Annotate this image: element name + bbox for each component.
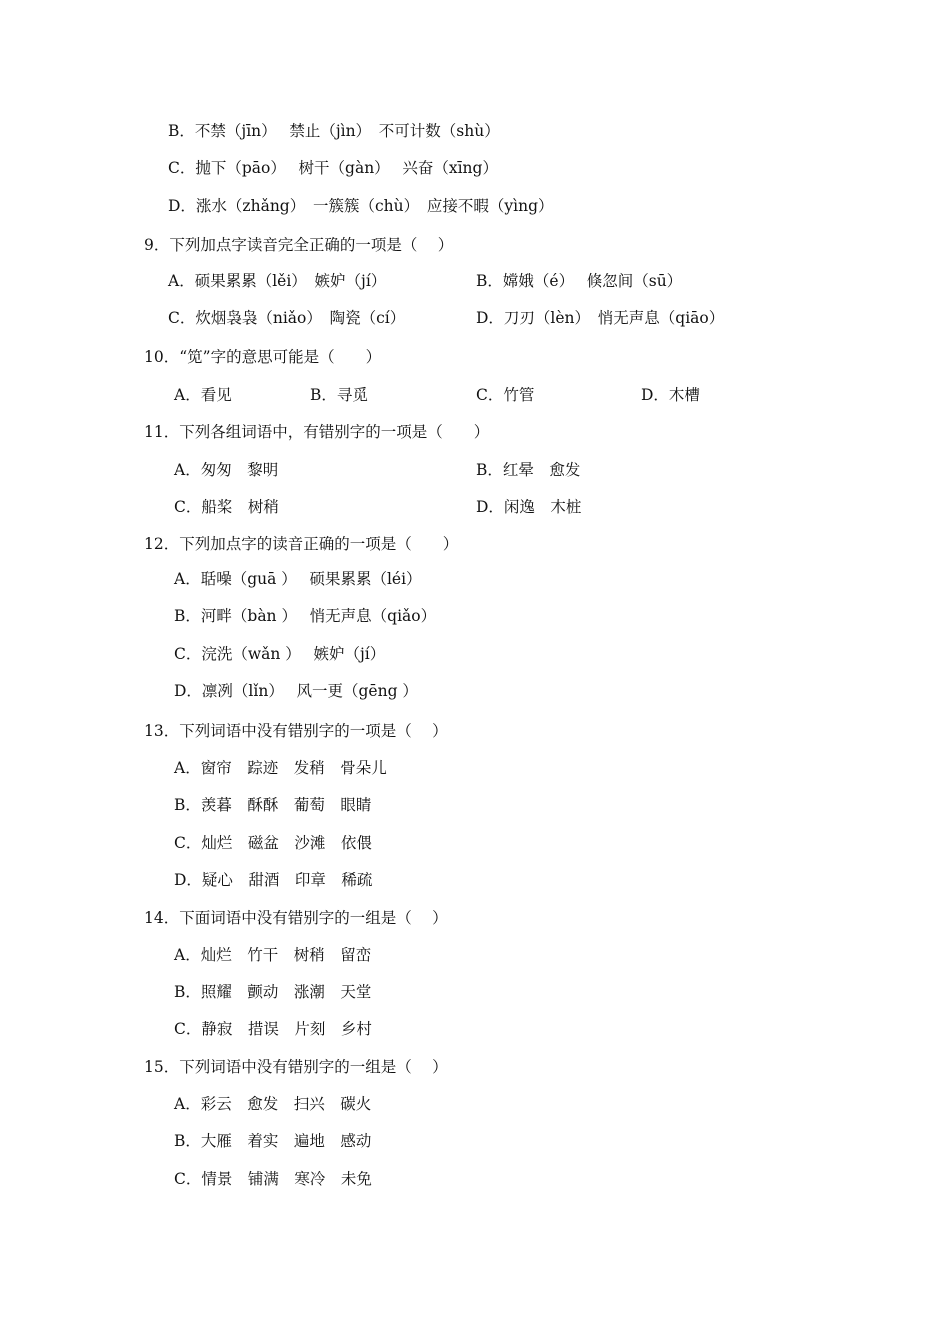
question-12: 12．下列加点字的读音正确的一项是（ ） — [144, 535, 459, 553]
option-12b: B．河畔（bàn ） 悄无声息（qiǎo） — [174, 607, 437, 625]
option-10b: B．寻觅 — [310, 386, 368, 404]
option-10d: D．木槽 — [641, 386, 700, 404]
option-10c: C．竹管 — [476, 386, 535, 404]
option-11d: D．闲逸 木桩 — [476, 498, 582, 516]
option-9c: C．炊烟袅袅（niǎo） 陶瓷（cí） — [168, 309, 406, 327]
question-9: 9．下列加点字读音完全正确的一项是（ ） — [144, 236, 454, 254]
option-11a: A．匆匆 黎明 — [174, 461, 279, 479]
question-11: 11．下列各组词语中，有错别字的一项是（ ） — [144, 423, 490, 441]
option-14b: B．照耀 颤动 涨潮 天堂 — [174, 983, 372, 1001]
option-13b: B．羡暮 酥酥 葡萄 眼睛 — [174, 796, 372, 814]
option-8b: B．不禁（jīn） 禁止（jìn） 不可计数（shù） — [168, 122, 500, 140]
option-14c: C．静寂 措误 片刻 乡村 — [174, 1020, 372, 1038]
option-10a: A．看见 — [174, 386, 232, 404]
option-13c: C．灿烂 磁盆 沙滩 依偎 — [174, 834, 372, 852]
option-9a: A．硕果累累（lěi） 嫉妒（jí） — [168, 272, 387, 290]
question-15: 15．下列词语中没有错别字的一组是（ ） — [144, 1058, 448, 1076]
option-11c: C．船桨 树稍 — [174, 498, 279, 516]
option-12a: A．聒噪（guā ） 硕果累累（léi） — [174, 570, 422, 588]
option-15c: C．情景 铺满 寒冷 未免 — [174, 1170, 372, 1188]
option-12c: C．浣洗（wǎn ） 嫉妒（jí） — [174, 645, 386, 663]
option-14a: A．灿烂 竹干 树稍 留峦 — [174, 946, 372, 964]
question-13: 13．下列词语中没有错别字的一项是（ ） — [144, 722, 448, 740]
option-8d: D．涨水（zhǎng） 一簇簇（chù） 应接不暇（yìng） — [168, 197, 554, 215]
option-11b: B．红晕 愈发 — [476, 461, 581, 479]
option-15a: A．彩云 愈发 扫兴 碳火 — [174, 1095, 372, 1113]
option-13a: A．窗帘 踪迹 发稍 骨朵儿 — [174, 759, 387, 777]
option-12d: D．凛冽（lǐn） 风一更（gēng ） — [174, 682, 418, 700]
question-14: 14．下面词语中没有错别字的一组是（ ） — [144, 909, 448, 927]
option-9d: D．刀刃（lèn） 悄无声息（qiāo） — [476, 309, 725, 327]
option-15b: B．大雁 着实 遍地 感动 — [174, 1132, 372, 1150]
option-9b: B．嫦娥（é） 倏忽间（sū） — [476, 272, 683, 290]
option-13d: D．疑心 甜酒 印章 稀疏 — [174, 871, 373, 889]
question-10: 10．“笕”字的意思可能是（ ） — [144, 348, 382, 366]
option-8c: C．抛下（pāo） 树干（gàn） 兴奋（xīng） — [168, 159, 498, 177]
